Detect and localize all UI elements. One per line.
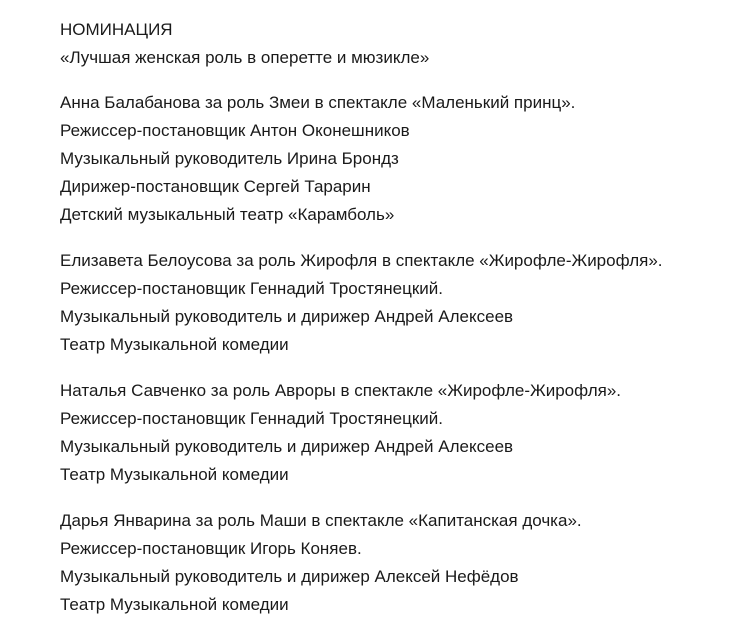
conductor-line: Дирижер-постановщик Сергей Тарарин <box>60 177 371 196</box>
theatre-line: Театр Музыкальной комедии <box>60 335 289 354</box>
director-line: Режиссер-постановщик Геннадий Тростянецкий. <box>60 279 443 298</box>
theatre-line: Детский музыкальный театр «Карамболь» <box>60 205 395 224</box>
nominee-line: Наталья Савченко за роль Авроры в спектакле «Жирофле-Жирофля». <box>60 381 622 400</box>
music-director-line: Музыкальный руководитель и дирижер Андрей Алексеев <box>60 437 514 456</box>
nominee-entry <box>60 247 740 359</box>
director-line: Режиссер-постановщик Игорь Коняев. <box>60 539 362 558</box>
director-line: Режиссер-постановщик Геннадий Тростянецкий. <box>60 409 443 428</box>
nomination-category: «Лучшая женская роль в оперетте и мюзикле» <box>60 48 430 67</box>
nominee-entry <box>60 507 740 619</box>
nomination-label: НОМИНАЦИЯ <box>60 20 173 39</box>
nominee-line: Дарья Январина за роль Маши в спектакле «Капитанская дочка». <box>60 511 582 530</box>
nomination-document <box>60 16 740 619</box>
music-director-line: Музыкальный руководитель и дирижер Алексей Нефёдов <box>60 567 519 586</box>
theatre-line: Театр Музыкальной комедии <box>60 465 289 484</box>
nominee-entry <box>60 89 740 229</box>
music-director-line: Музыкальный руководитель и дирижер Андрей Алексеев <box>60 307 514 326</box>
nominee-entry <box>60 377 740 489</box>
theatre-line: Театр Музыкальной комедии <box>60 595 289 614</box>
nominee-line: Елизавета Белоусова за роль Жирофля в спектакле «Жирофле-Жирофля». <box>60 251 663 270</box>
music-director-line: Музыкальный руководитель Ирина Брондз <box>60 149 399 168</box>
nominee-line: Анна Балабанова за роль Змеи в спектакле «Маленький принц». <box>60 93 576 112</box>
director-line: Режиссер-постановщик Антон Оконешников <box>60 121 410 140</box>
nomination-header <box>60 16 740 72</box>
